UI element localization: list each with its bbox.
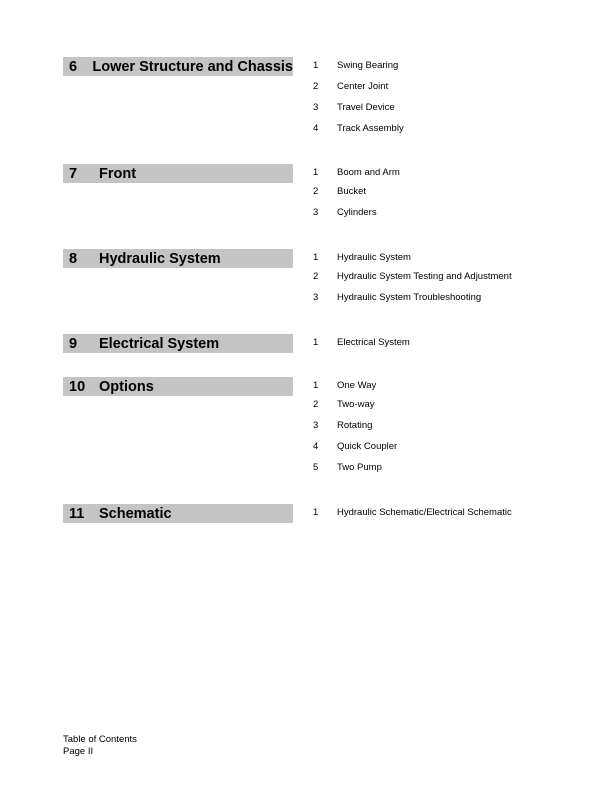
subsection-number: 4	[313, 123, 319, 134]
section-header[interactable]	[63, 377, 293, 396]
subsection-item[interactable]	[313, 207, 377, 219]
subsection-number: 1	[313, 167, 319, 178]
footer-title: Table of Contents	[63, 734, 137, 745]
subsection-item[interactable]	[313, 252, 411, 264]
subsection-label: Hydraulic Schematic/Electrical Schematic	[337, 507, 512, 518]
subsection-number: 1	[313, 507, 319, 518]
subsection-item[interactable]	[313, 420, 372, 432]
subsection-number: 3	[313, 207, 319, 218]
section-title: Electrical System	[99, 335, 220, 352]
subsection-label: Travel Device	[337, 102, 395, 113]
page-footer	[63, 734, 137, 758]
subsection-number: 1	[313, 380, 319, 391]
subsection-label: Center Joint	[337, 81, 389, 92]
subsection-label: Boom and Arm	[337, 167, 400, 178]
subsection-number: 3	[313, 102, 319, 113]
subsection-number: 2	[313, 271, 319, 282]
section-header[interactable]	[63, 57, 293, 76]
subsection-number: 1	[313, 337, 319, 348]
subsection-item[interactable]	[313, 462, 382, 474]
subsection-item[interactable]	[313, 123, 404, 135]
subsection-item[interactable]	[313, 271, 512, 283]
subsection-label: One Way	[337, 380, 377, 391]
section-number: 8	[69, 250, 78, 267]
subsection-item[interactable]	[313, 60, 398, 72]
subsection-label: Rotating	[337, 420, 373, 431]
section-title: Schematic	[99, 505, 172, 522]
subsection-item[interactable]	[313, 441, 397, 453]
subsection-number: 5	[313, 462, 319, 473]
subsection-item[interactable]	[313, 507, 512, 519]
section-title: Lower Structure and Chassis	[92, 58, 293, 75]
section-number: 9	[69, 335, 78, 352]
subsection-number: 1	[313, 252, 319, 263]
subsection-number: 2	[313, 186, 319, 197]
subsection-number: 1	[313, 60, 319, 71]
section-title: Options	[99, 378, 154, 395]
subsection-label: Quick Coupler	[337, 441, 398, 452]
subsection-label: Track Assembly	[337, 123, 404, 134]
section-number: 11	[69, 505, 85, 522]
subsection-label: Electrical System	[337, 337, 410, 348]
section-number: 7	[69, 165, 78, 182]
subsection-label: Cylinders	[337, 207, 377, 218]
subsection-label: Swing Bearing	[337, 60, 399, 71]
subsection-label: Bucket	[337, 186, 367, 197]
section-header[interactable]	[63, 164, 293, 183]
subsection-number: 2	[313, 81, 319, 92]
subsection-item[interactable]	[313, 102, 395, 114]
section-header[interactable]	[63, 249, 293, 268]
subsection-number: 3	[313, 420, 319, 431]
subsection-number: 4	[313, 441, 319, 452]
subsection-item[interactable]	[313, 380, 376, 392]
section-header[interactable]	[63, 504, 293, 523]
subsection-item[interactable]	[313, 399, 374, 411]
subsection-label: Hydraulic System	[337, 252, 411, 263]
subsection-label: Two-way	[337, 399, 375, 410]
section-number: 6	[69, 58, 78, 75]
subsection-number: 2	[313, 399, 319, 410]
subsection-item[interactable]	[313, 81, 388, 93]
subsection-item[interactable]	[313, 292, 481, 304]
section-number: 10	[69, 378, 86, 395]
subsection-item[interactable]	[313, 186, 366, 198]
subsection-number: 3	[313, 292, 319, 303]
section-title: Hydraulic System	[99, 250, 221, 267]
subsection-item[interactable]	[313, 167, 400, 179]
subsection-label: Hydraulic System Testing and Adjustment	[337, 271, 512, 282]
subsection-label: Hydraulic System Troubleshooting	[337, 292, 482, 303]
footer-page-number: Page II	[63, 746, 94, 757]
subsection-label: Two Pump	[337, 462, 382, 473]
subsection-item[interactable]	[313, 337, 410, 349]
section-header[interactable]	[63, 334, 293, 353]
section-title: Front	[99, 165, 137, 182]
